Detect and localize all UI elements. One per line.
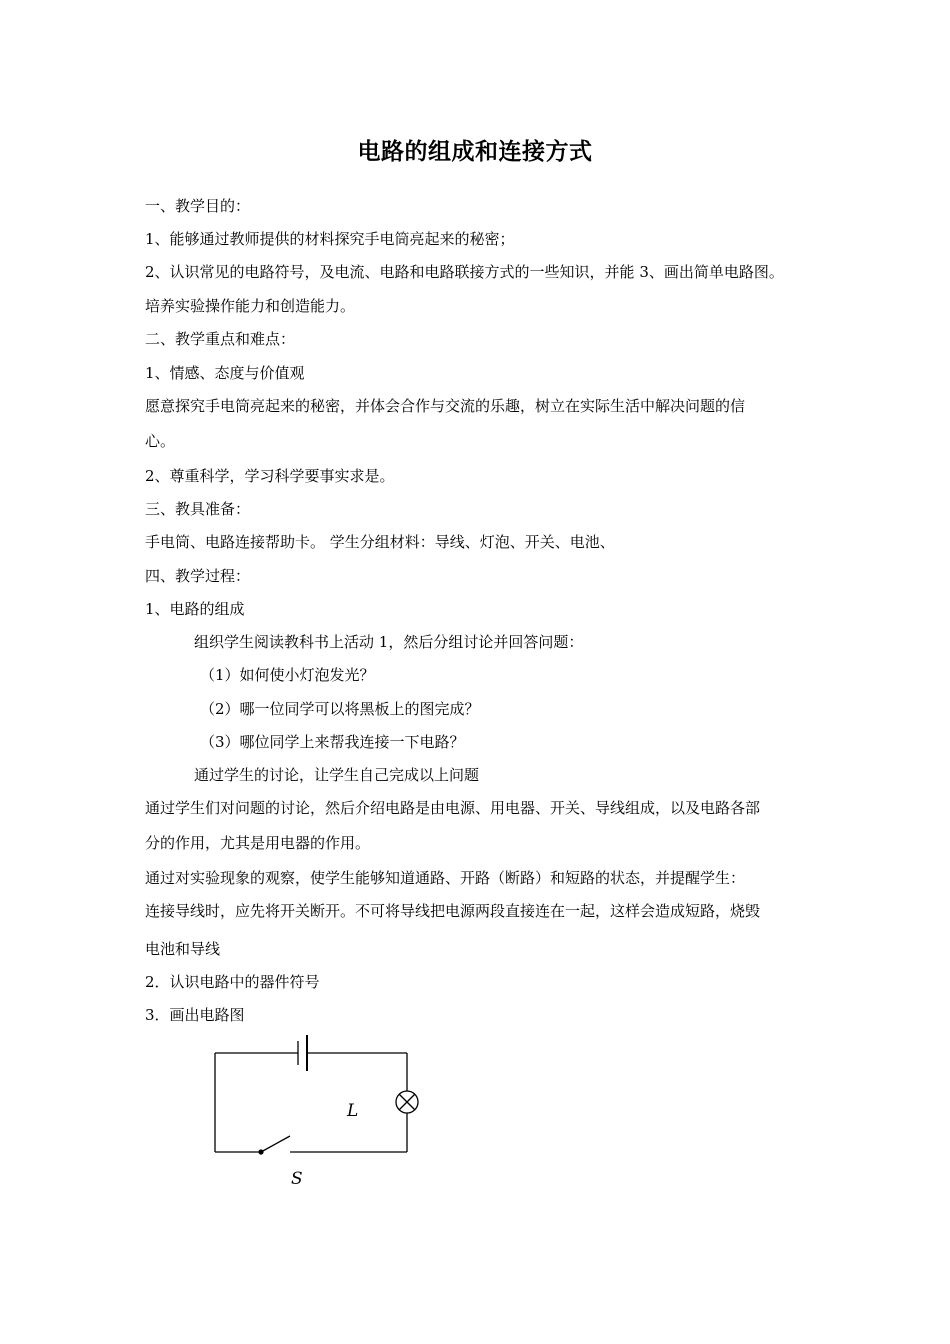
question-item: （3）哪位同学上来帮我连接一下电路？ <box>200 733 465 751</box>
question-item: （2）哪一位同学可以将黑板上的图完成？ <box>200 700 480 718</box>
text-line: 培养实验操作能力和创造能力。 <box>145 297 356 315</box>
circuit-diagram <box>200 1030 430 1165</box>
text-line: 1、电路的组成 <box>145 600 245 618</box>
text-line: 通过学生们对问题的讨论，然后介绍电路是由电源、用电器、开关、导线组成，以及电路各部 <box>145 799 761 817</box>
text-line: 2．认识电路中的器件符号 <box>145 973 320 991</box>
text-line: 一、教学目的： <box>145 197 251 215</box>
text-line: 通过对实验现象的观察，使学生能够知道通路、开路（断路）和短路的状态，并提醒学生： <box>145 869 746 887</box>
text-line: 2、尊重科学，学习科学要事实求是。 <box>145 467 395 485</box>
switch-blade <box>261 1136 290 1152</box>
text-line: 四、教学过程： <box>145 567 251 585</box>
text-line: 二、教学重点和难点： <box>145 330 296 348</box>
text-line: 1、能够通过教师提供的材料探究手电筒亮起来的秘密； <box>145 230 515 248</box>
text-line: 三、教具准备： <box>145 500 251 518</box>
lamp-label: L <box>347 1101 359 1121</box>
text-line: 通过学生的讨论，让学生自己完成以上问题 <box>194 766 480 784</box>
switch-label: S <box>291 1169 303 1189</box>
text-line: 电池和导线 <box>145 940 221 958</box>
document-title: 电路的组成和连接方式 <box>357 139 593 165</box>
switch-pivot <box>258 1149 263 1154</box>
text-line: 手电筒、电路连接帮助卡。 学生分组材料：导线、灯泡、开关、电池、 <box>145 533 615 551</box>
text-line: 愿意探究手电筒亮起来的秘密，并体会合作与交流的乐趣，树立在实际生活中解决问题的信 <box>145 397 746 415</box>
question-item: （1）如何使小灯泡发光？ <box>200 666 375 684</box>
text-line: 1、情感、态度与价值观 <box>145 364 305 382</box>
text-line: 3．画出电路图 <box>145 1006 245 1024</box>
text-line: 2、认识常见的电路符号，及电流、电路和电路联接方式的一些知识，并能 3、画出简单电路图。 <box>145 263 784 281</box>
text-line: 心。 <box>145 432 176 450</box>
text-line: 组织学生阅读教科书上活动 1，然后分组讨论并回答问题： <box>194 633 584 651</box>
text-line: 连接导线时，应先将开关断开。不可将导线把电源两段直接连在一起，这样会造成短路，烧毁 <box>145 902 761 920</box>
text-line: 分的作用，尤其是用电器的作用。 <box>145 834 371 852</box>
